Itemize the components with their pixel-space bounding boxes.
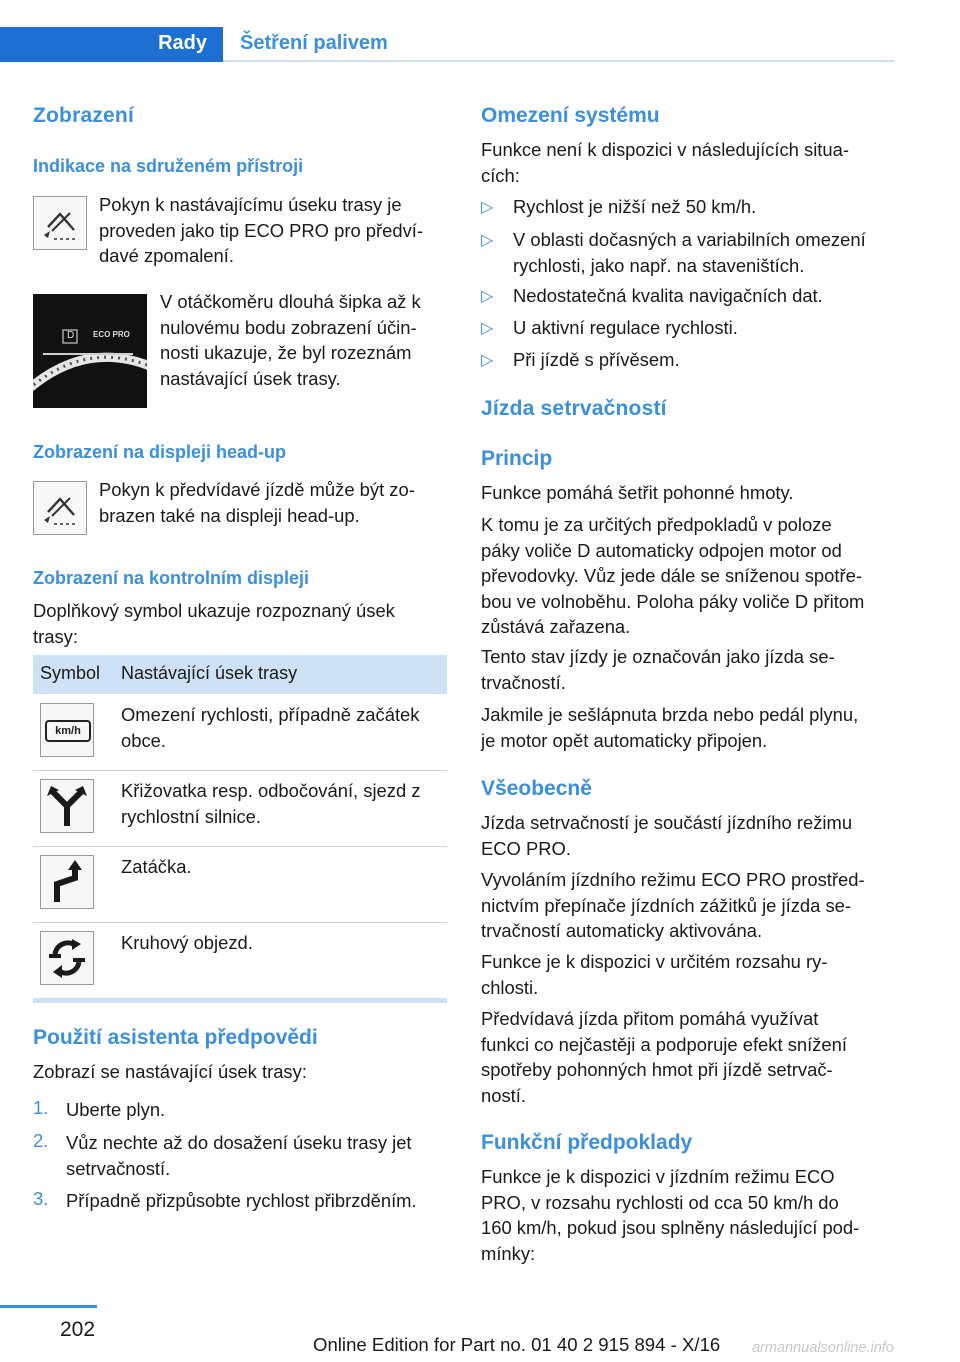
r4-p4-line: spotřeby pohonných hmot při jízdě setrvač- bbox=[481, 1059, 833, 1080]
r5-p1 bbox=[481, 1164, 859, 1266]
r3-p2-line: zůstává zařazena. bbox=[481, 616, 631, 637]
watermark: armannualsonline.info bbox=[752, 1340, 894, 1356]
roundabout-icon bbox=[40, 931, 94, 985]
table-cell-line: rychlostní silnice. bbox=[121, 805, 262, 827]
list-item-line: Uberte plyn. bbox=[66, 1099, 166, 1120]
s1-text2-line: nulovému bodu zobrazení účin- bbox=[160, 316, 417, 338]
r3-p2-line: páky voliče D automaticky odpojen motor od bbox=[481, 539, 842, 561]
tab-rady-label: Rady bbox=[158, 32, 207, 54]
r4-p2 bbox=[481, 867, 865, 944]
r3-p2 bbox=[481, 512, 864, 640]
r3-p2-line: K tomu je za určitých předpokladů v poloze bbox=[481, 514, 832, 535]
s1-text1-line: proveden jako tip ECO PRO pro předví- bbox=[99, 219, 424, 241]
table-cell-line: obce. bbox=[121, 729, 166, 751]
r1-list-line: Nedostatečná kvalita navigačních dat. bbox=[513, 285, 823, 306]
heading-funkcni-predpoklady: Funkční předpoklady bbox=[481, 1131, 693, 1154]
r1-list-line: Rychlost je nižší než 50 km/h. bbox=[513, 196, 757, 217]
r3-p3-line: Tento stav jízdy je označován jako jízda se- bbox=[481, 646, 835, 667]
heading-asistent: Použití asistenta předpovědi bbox=[33, 1026, 318, 1049]
r5-p1-line: PRO, v rozsahu rychlosti od cca 50 km/h do bbox=[481, 1191, 839, 1213]
kmh-icon bbox=[40, 703, 94, 757]
r1-list-line: V oblasti dočasných a variabilních omezení bbox=[513, 229, 866, 250]
r4-p4 bbox=[481, 1006, 847, 1108]
table-header-symbol: Symbol bbox=[40, 663, 101, 683]
r3-p4-line: Jakmile je sešlápnuta brzda nebo pedál plynu, bbox=[481, 704, 859, 725]
tab-rady[interactable] bbox=[0, 27, 223, 62]
r4-p1-line: Jízda setrvačností je součástí jízdního režimu bbox=[481, 812, 853, 833]
s1-text1-line: davé zpomalení. bbox=[99, 245, 234, 266]
s1-text1 bbox=[99, 192, 423, 269]
table-row-text bbox=[121, 702, 419, 753]
bullet-triangle-icon: ▷ bbox=[481, 320, 494, 337]
list-item-line: Vůz nechte až do dosažení úseku trasy jet bbox=[66, 1132, 412, 1153]
r4-p4-line: ností. bbox=[481, 1084, 526, 1106]
r4-p1 bbox=[481, 810, 852, 861]
footer-rule bbox=[0, 1305, 97, 1308]
heading-vseobecne: Všeobecně bbox=[481, 777, 592, 800]
hud-tip-icon bbox=[33, 481, 87, 535]
section-title-jizda-setrvacnosti: Jízda setrvačností bbox=[481, 397, 667, 420]
r4-p3-line: Funkce je k dispozici v určitém rozsahu ry- bbox=[481, 951, 828, 972]
s3-text-line: trasy: bbox=[33, 625, 78, 647]
r4-p2-line: nictvím přepínače jízdních zážitků je jízda se- bbox=[481, 894, 852, 916]
table-header-section: Nastávající úsek trasy bbox=[121, 663, 298, 683]
r1-text-line: Funkce není k dispozici v následujících situa- bbox=[481, 139, 849, 160]
r4-p3 bbox=[481, 949, 827, 1000]
r1-list-item bbox=[513, 347, 680, 373]
s2-text-line: Pokyn k předvídavé jízdě může být zo- bbox=[99, 479, 415, 500]
list-item-line: Případně přizpůsobte rychlost přibrzděním. bbox=[66, 1190, 417, 1211]
s1-text2-line: nosti ukazuje, že byl rozeznám bbox=[160, 342, 412, 363]
r3-p4 bbox=[481, 702, 858, 753]
bullet-triangle-icon: ▷ bbox=[481, 352, 494, 369]
heading-kontrolni-displej: Zobrazení na kontrolním displeji bbox=[33, 568, 310, 588]
r1-list-line: Při jízdě s přívěsem. bbox=[513, 349, 680, 370]
r1-text bbox=[481, 137, 849, 188]
table-cell-line: Omezení rychlosti, případně začátek bbox=[121, 704, 420, 725]
s2-text bbox=[99, 477, 415, 528]
table-cell-line: Křižovatka resp. odbočování, sjezd z bbox=[121, 780, 421, 801]
eco-tip-icon bbox=[33, 196, 87, 250]
r3-p3-line: trvačností. bbox=[481, 671, 566, 693]
table-header bbox=[33, 655, 447, 694]
table-row-divider bbox=[33, 846, 447, 847]
r1-list-item bbox=[513, 194, 756, 220]
s3-text-line: Doplňkový symbol ukazuje rozpoznaný úsek bbox=[33, 600, 395, 621]
list-item-line: setrvačností. bbox=[66, 1157, 171, 1179]
heading-sdruzeny-pristroj: Indikace na sdruženém přístroji bbox=[33, 156, 304, 176]
list-number: 2. bbox=[33, 1130, 49, 1151]
r1-list-item bbox=[513, 283, 823, 309]
r3-p2-line: bou ve volnoběhu. Poloha páky voliče D přitom bbox=[481, 590, 865, 612]
s3-text bbox=[33, 598, 395, 649]
bullet-triangle-icon: ▷ bbox=[481, 232, 494, 249]
r1-list-item bbox=[513, 227, 866, 278]
r3-p2-line: převodovky. Vůz jede dále se sníženou spotře- bbox=[481, 565, 862, 586]
bullet-triangle-icon: ▷ bbox=[481, 288, 494, 305]
s1-text2-line: V otáčkoměru dlouhá šipka až k bbox=[160, 291, 421, 312]
table-row-text bbox=[121, 854, 192, 880]
r3-p4-line: je motor opět automaticky připojen. bbox=[481, 729, 768, 751]
section-title-zobrazeni: Zobrazení bbox=[33, 104, 134, 127]
table-cell-line: Kruhový objezd. bbox=[121, 932, 253, 953]
r4-p2-line: Vyvoláním jízdního režimu ECO PRO prostřed- bbox=[481, 869, 865, 890]
r3-p3 bbox=[481, 644, 835, 695]
tacho-mode: ECO PRO bbox=[93, 330, 130, 339]
r5-p1-line: mínky: bbox=[481, 1242, 536, 1264]
junction-icon bbox=[40, 779, 94, 833]
r4-p4-line: Předvídavá jízda přitom pomáhá využívat bbox=[481, 1008, 819, 1029]
s1-text2 bbox=[160, 289, 421, 391]
table-row-text bbox=[121, 778, 421, 829]
list-item bbox=[66, 1188, 417, 1214]
bullet-triangle-icon: ▷ bbox=[481, 199, 494, 216]
r4-p2-line: trvačností automaticky aktivována. bbox=[481, 920, 763, 941]
r4-p4-line: funkci co nejčastěji a podporuje efekt snížení bbox=[481, 1033, 847, 1055]
s1-text1-line: Pokyn k nastávajícímu úseku trasy je bbox=[99, 194, 402, 215]
r4-p1-line: ECO PRO. bbox=[481, 837, 571, 859]
list-item bbox=[66, 1097, 165, 1123]
r1-list-line: rychlosti, jako např. na staveništích. bbox=[513, 254, 805, 276]
curve-icon bbox=[40, 855, 94, 909]
r1-list-line: U aktivní regulace rychlosti. bbox=[513, 317, 738, 338]
page-number: 202 bbox=[60, 1318, 96, 1341]
r5-p1-line: Funkce je k dispozici v jízdním režimu ECO bbox=[481, 1166, 835, 1187]
heading-head-up: Zobrazení na displeji head-up bbox=[33, 442, 287, 462]
table-row-divider bbox=[33, 770, 447, 771]
table-end-rule bbox=[33, 998, 447, 1003]
table-row-text bbox=[121, 930, 253, 956]
heading-princip: Princip bbox=[481, 447, 553, 470]
list-number: 3. bbox=[33, 1188, 49, 1209]
r1-text-line: cích: bbox=[481, 164, 520, 186]
r5-p1-line: 160 km/h, pokud jsou splněny následující pod- bbox=[481, 1217, 860, 1238]
kmh-icon-label: km/h bbox=[45, 720, 91, 742]
s4-text: Zobrazí se nastávající úsek trasy: bbox=[33, 1061, 307, 1082]
table-cell-line: Zatáčka. bbox=[121, 856, 192, 877]
heading-omezeni-systemu: Omezení systému bbox=[481, 104, 660, 127]
list-item bbox=[66, 1130, 412, 1181]
s2-text-line: brazen také na displeji head-up. bbox=[99, 504, 360, 526]
r3-p1: Funkce pomáhá šetřit pohonné hmoty. bbox=[481, 482, 794, 503]
list-number: 1. bbox=[33, 1097, 49, 1118]
r1-list-item bbox=[513, 315, 738, 341]
table-row-divider bbox=[33, 922, 447, 923]
tab-setreni-palivem[interactable]: Šetření palivem bbox=[240, 32, 388, 54]
s1-text2-line: nastávající úsek trasy. bbox=[160, 367, 341, 389]
footer-edition: Online Edition for Part no. 01 40 2 915 894 - X/16 bbox=[313, 1334, 721, 1355]
tachometer-image bbox=[33, 294, 147, 408]
tacho-gear: D bbox=[67, 330, 75, 341]
r4-p3-line: chlosti. bbox=[481, 976, 539, 998]
